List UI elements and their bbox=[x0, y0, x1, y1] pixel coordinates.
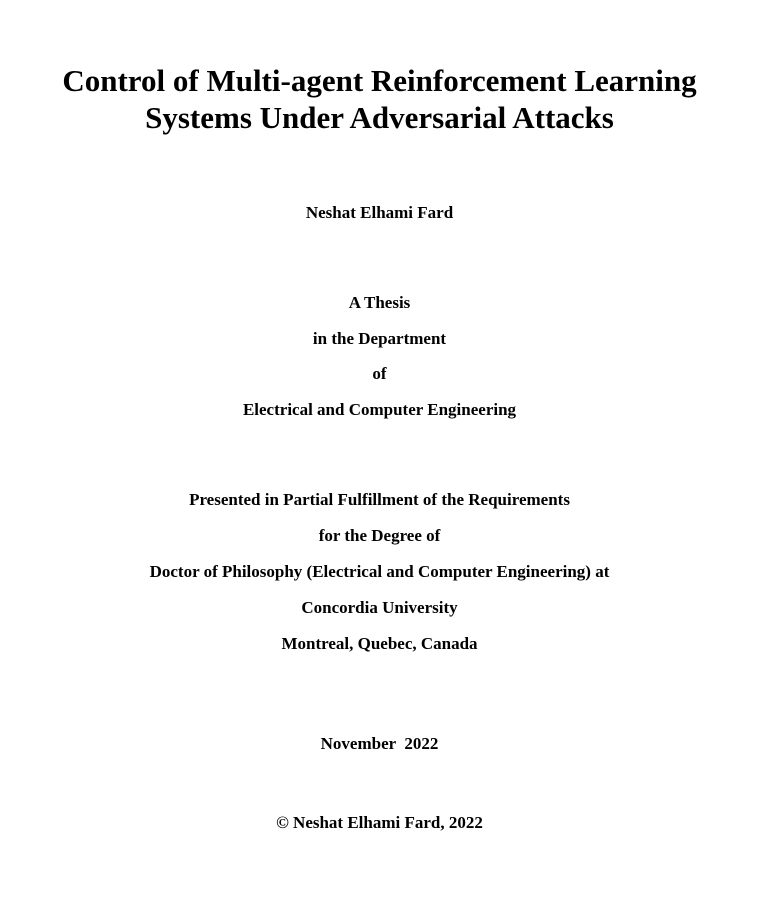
thesis-title-line-1: Control of Multi-agent Reinforcement Learning bbox=[62, 63, 697, 98]
degree-name: Doctor of Philosophy (Electrical and Computer Engineering) at bbox=[149, 562, 610, 581]
copyright-notice: © Neshat Elhami Fard, 2022 bbox=[276, 813, 483, 832]
fulfillment-statement: Presented in Partial Fulfillment of the Requirements bbox=[189, 490, 570, 509]
thesis-label: A Thesis bbox=[348, 293, 411, 312]
submission-date: November 2022 bbox=[320, 734, 439, 753]
department-name: Electrical and Computer Engineering bbox=[242, 400, 517, 419]
university-location: Montreal, Quebec, Canada bbox=[281, 634, 478, 653]
author-name: Neshat Elhami Fard bbox=[305, 203, 454, 222]
degree-label: for the Degree of bbox=[318, 526, 441, 545]
department-label: in the Department bbox=[312, 329, 447, 348]
of-label: of bbox=[372, 364, 387, 383]
university-name: Concordia University bbox=[301, 598, 458, 617]
thesis-title-line-2: Systems Under Adversarial Attacks bbox=[145, 100, 614, 135]
